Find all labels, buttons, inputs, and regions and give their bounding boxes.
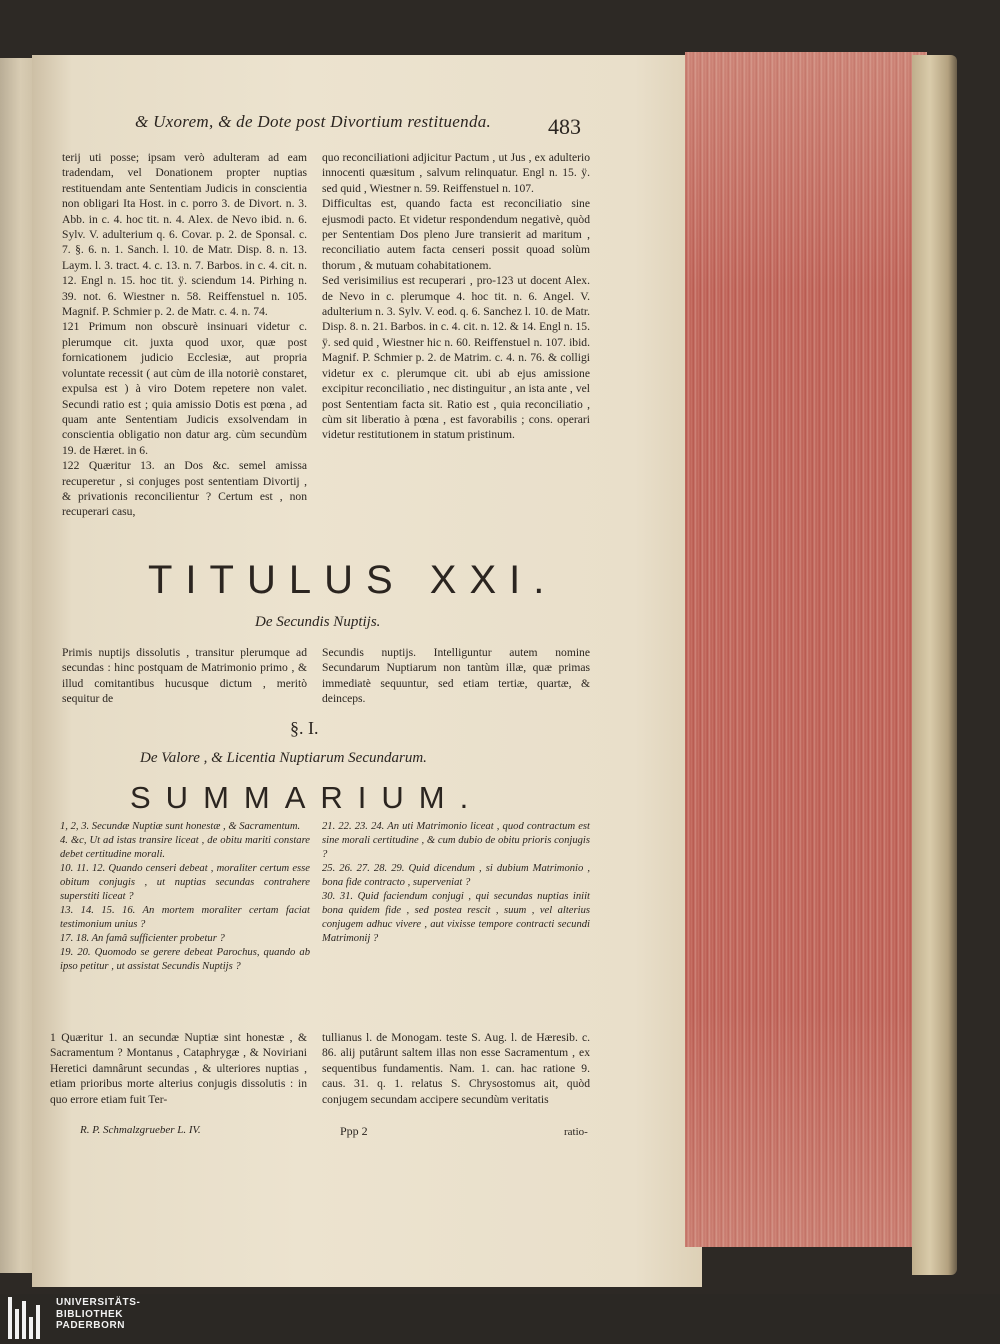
paragraph: 122 Quæritur 13. an Dos &c. semel amissa recuperetur , si conjuges post sententiam Divortij , & privationis reconcilientur ? Certum est , non recuperari casu, bbox=[62, 459, 307, 519]
text-column-left bbox=[62, 150, 307, 520]
section-title: De Valore , & Licentia Nuptiarum Secundarum. bbox=[140, 750, 427, 766]
body-left: 1 Quæritur 1. an secundæ Nuptiæ sint honestæ , & Sacramentum ? Montanus , Cataphrygæ , & Noviriani Heretici damnârunt secundas , & ulteriores nuptias , etiam prioribus morte alterius conjugis dissolutis : in quo errore etiam fuit Ter- bbox=[50, 1031, 307, 1106]
summary-left bbox=[60, 820, 310, 974]
summary-item: 19. 20. Quomodo se gerere debeat Parochus, quando ab ipso petitur , ut assistat Secundis Nuptijs ? bbox=[60, 947, 310, 972]
summary-item: 21. 22. 23. 24. An uti Matrimonio liceat , quod contractum est sine morali certitudine , & cum dubio de obitu prioris conjugis ? bbox=[322, 821, 590, 860]
facing-page-edge bbox=[0, 58, 35, 1273]
summary-item: 13. 14. 15. 16. An mortem moraliter certam faciat testimonium unius ? bbox=[60, 905, 310, 930]
body-right: tullianus l. de Monogam. teste S. Aug. l. de Hæresib. c. 86. alij putârunt saltem illas non esse Sacramentum , ex sequentibus fundamentis. Nam. 1. can. hac ratione 9. caus. 31. q. 1. relatus S. Chrysostomus ait, quòd conjugem secundam accipere secundùm veritatis bbox=[322, 1031, 590, 1106]
signature-mark: R. P. Schmalzgrueber L. IV. bbox=[80, 1124, 201, 1136]
paragraph: quo reconciliationi adjicitur Pactum , ut Jus , ex adulterio innocenti quæsitum , salvum relinquatur. Engl n. 15. ÿ. sed quid , Wiestner n. 59. Reiffenstuel n. 107. bbox=[322, 151, 590, 195]
summary-item: 30. 31. Quid faciendum conjugi , qui secundas nuptias iniit bona quidem fide , sed postea rescit , suum , vel alterius conjugem adhuc vivere , aut vixisse tempore contracti secundi Matrimonij ? bbox=[322, 891, 590, 944]
running-title: & Uxorem, & de Dote post Divortium restituenda. bbox=[135, 112, 492, 131]
section-mark: §. I. bbox=[290, 718, 319, 738]
catchword: ratio- bbox=[564, 1126, 588, 1138]
titulus-heading: TITULUS XXI. bbox=[148, 558, 558, 602]
text-column-right bbox=[322, 150, 590, 443]
summary-item: 1, 2, 3. Secundæ Nuptiæ sunt honestæ , & Sacramentum. bbox=[60, 821, 301, 832]
paragraph: Sed verisimilius est recuperari , pro-123 ut docent Alex. de Nevo in c. plerumque 4. hoc tit. n. 6. Angel. V. adulterium n. 3. Sylv. V. eod. q. 6. Sanchez l. 10. de Matr. Disp. 8. n. 21. Barbos. in c. 4. cit. n. 12. & 14. Engl n. 15. ÿ. sed quid , Wiestner hic n. 60. Reiffenstuel n. 107. ibid. Magnif. P. Schmier p. 2. de Matrim. c. 4. n. 76. & colligi videtur ex c. plerumque cit. ubi ab ejus amissione excipitur reconciliatio , nec distinguitur , an ista ante , vel post Sententiam facta sit. Ratio est , quia reconciliatio , cùm sit liberatio à pœna , est favorabilis ; cons. operari videtur restitutionem in statum pristinum. bbox=[322, 274, 590, 442]
summary-item: 4. &c, Ut ad istas transire liceat , de obitu mariti constare debet certitudine morali. bbox=[60, 835, 310, 860]
paragraph: terij uti posse; ipsam verò adulteram ad eam tradendam, vel Donationem propter nuptias restituendam ante Sententiam Judicis in conscientia non obligari Ita Host. in c. porro 3. de Divort. n. 3. Abb. in c. 4. hoc tit. n. 4. Alex. de Nevo ibid. n. 6. Sylv. V. adulterium q. 6. Covar. p. 2. de Sponsal. c. 7. §. 6. n. 1. Sanch. l. 10. de Matr. Disp. 8. n. 13. Laym. l. 3. tract. 4. c. 13. n. 7. Barbos. in c. 4. cit. n. 12. Engl n. 15. hoc tit. ÿ. sciendum 14. Pirhing n. 39. not. 6. Wiestner n. 58. Reiffenstuel n. 105. Magnif. P. Schmier p. 2. de Matr. c. 4. n. 74. bbox=[62, 151, 307, 319]
paragraph: Difficultas est, quando facta est reconciliatio sine ejusmodi pacto. Et videtur respondendum negativè, quòd per Sententiam Dos pleno Jure transierit ad maritum , reconciliatio autem facta censeri possit quoad solùm thorum , & mutuam cohabitationem. bbox=[322, 197, 590, 272]
book-binding bbox=[912, 55, 957, 1275]
summary-item: 17. 18. An famâ sufficienter probetur ? bbox=[60, 933, 225, 944]
gathering-signature: Ppp 2 bbox=[340, 1124, 368, 1138]
page-number: 483 bbox=[548, 114, 581, 139]
paragraph: 121 Primum non obscurè insinuari videtur c. plerumque cit. juxta quod uxor, quæ post fornicationem judicio Ecclesiæ, aut propria voluntate recessit ( aut cùm de illa notoriè constaret, expulsa est ) à viro Dotem repetere non valet. Secundi ratio est ; quia amissio Dotis est pœna , ad quam ante Sententiam Judicis exsolvendam in conscientia obligatio non datur arg. cùm secundùm 19. de Hæret. in 6. bbox=[62, 320, 307, 457]
titulus-subtitle: De Secundis Nuptijs. bbox=[255, 614, 381, 630]
library-logo-icon bbox=[8, 1297, 48, 1339]
intro-left: Primis nuptijs dissolutis , transitur plerumque ad secundas : hinc postquam de Matrimonio primo , & illud comitantibus hucusque dictum , meritò sequitur de bbox=[62, 646, 307, 706]
intro-right: Secundis nuptijs. Intelliguntur autem nomine Secundarum Nuptiarum non tantùm illæ, quæ primas immediatè sequuntur, sed etiam tertiæ, quartæ, & deinceps. bbox=[322, 646, 590, 706]
summarium-heading: SUMMARIUM. bbox=[130, 780, 484, 815]
summary-right bbox=[322, 820, 590, 946]
summary-item: 25. 26. 27. 28. 29. Quid dicendum , si dubium Matrimonio , bona fide contracto , superveniat ? bbox=[322, 863, 590, 888]
summary-item: 10. 11. 12. Quando censeri debeat , moraliter certum esse obitum conjugis , ut nuptias secundas contrahere superstiti liceat ? bbox=[60, 863, 310, 902]
library-logo-text: UNIVERSITÄTS- BIBLIOTHEK PADERBORN bbox=[56, 1297, 141, 1331]
library-footer-bar bbox=[0, 1294, 1000, 1344]
